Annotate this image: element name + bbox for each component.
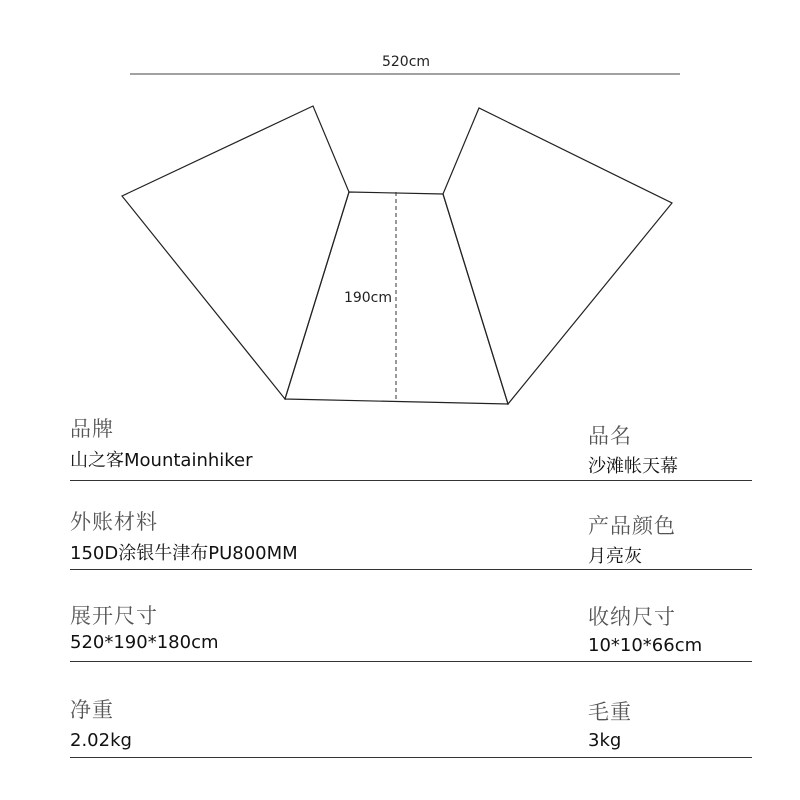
- brand-label: 品牌: [70, 417, 114, 441]
- gross-weight-label: 毛重: [588, 700, 632, 724]
- row-divider: [70, 569, 752, 570]
- product-name-value: 沙滩帐天幕: [588, 456, 678, 477]
- row-divider: [70, 757, 752, 758]
- spec-row-weight: [70, 688, 752, 758]
- color-value: 月亮灰: [588, 546, 642, 567]
- spec-row-size: [70, 592, 752, 662]
- spec-row-material: [70, 500, 752, 570]
- color-label: 产品颜色: [588, 514, 676, 538]
- packed-size-value: 10*10*66cm: [588, 635, 703, 656]
- depth-dimension-label: 190cm: [343, 290, 392, 306]
- net-weight-value: 2.02kg: [70, 730, 132, 751]
- unfolded-size-value: 520*190*180cm: [70, 632, 219, 653]
- packed-size-label: 收纳尺寸: [588, 605, 676, 629]
- unfolded-size-label: 展开尺寸: [70, 604, 158, 628]
- row-divider: [70, 480, 752, 481]
- net-weight-label: 净重: [70, 698, 114, 722]
- product-name-label: 品名: [588, 424, 632, 448]
- width-dimension-label: 520cm: [381, 54, 431, 70]
- brand-value: 山之客Mountainhiker: [70, 450, 253, 471]
- right-wing-panel: [443, 108, 672, 404]
- spec-row-brand: [70, 411, 752, 481]
- left-wing-panel: [122, 106, 349, 399]
- gross-weight-value: 3kg: [588, 730, 622, 751]
- material-value: 150D涂银牛津布PU800MM: [70, 543, 298, 564]
- material-label: 外账材料: [70, 510, 158, 534]
- row-divider: [70, 661, 752, 662]
